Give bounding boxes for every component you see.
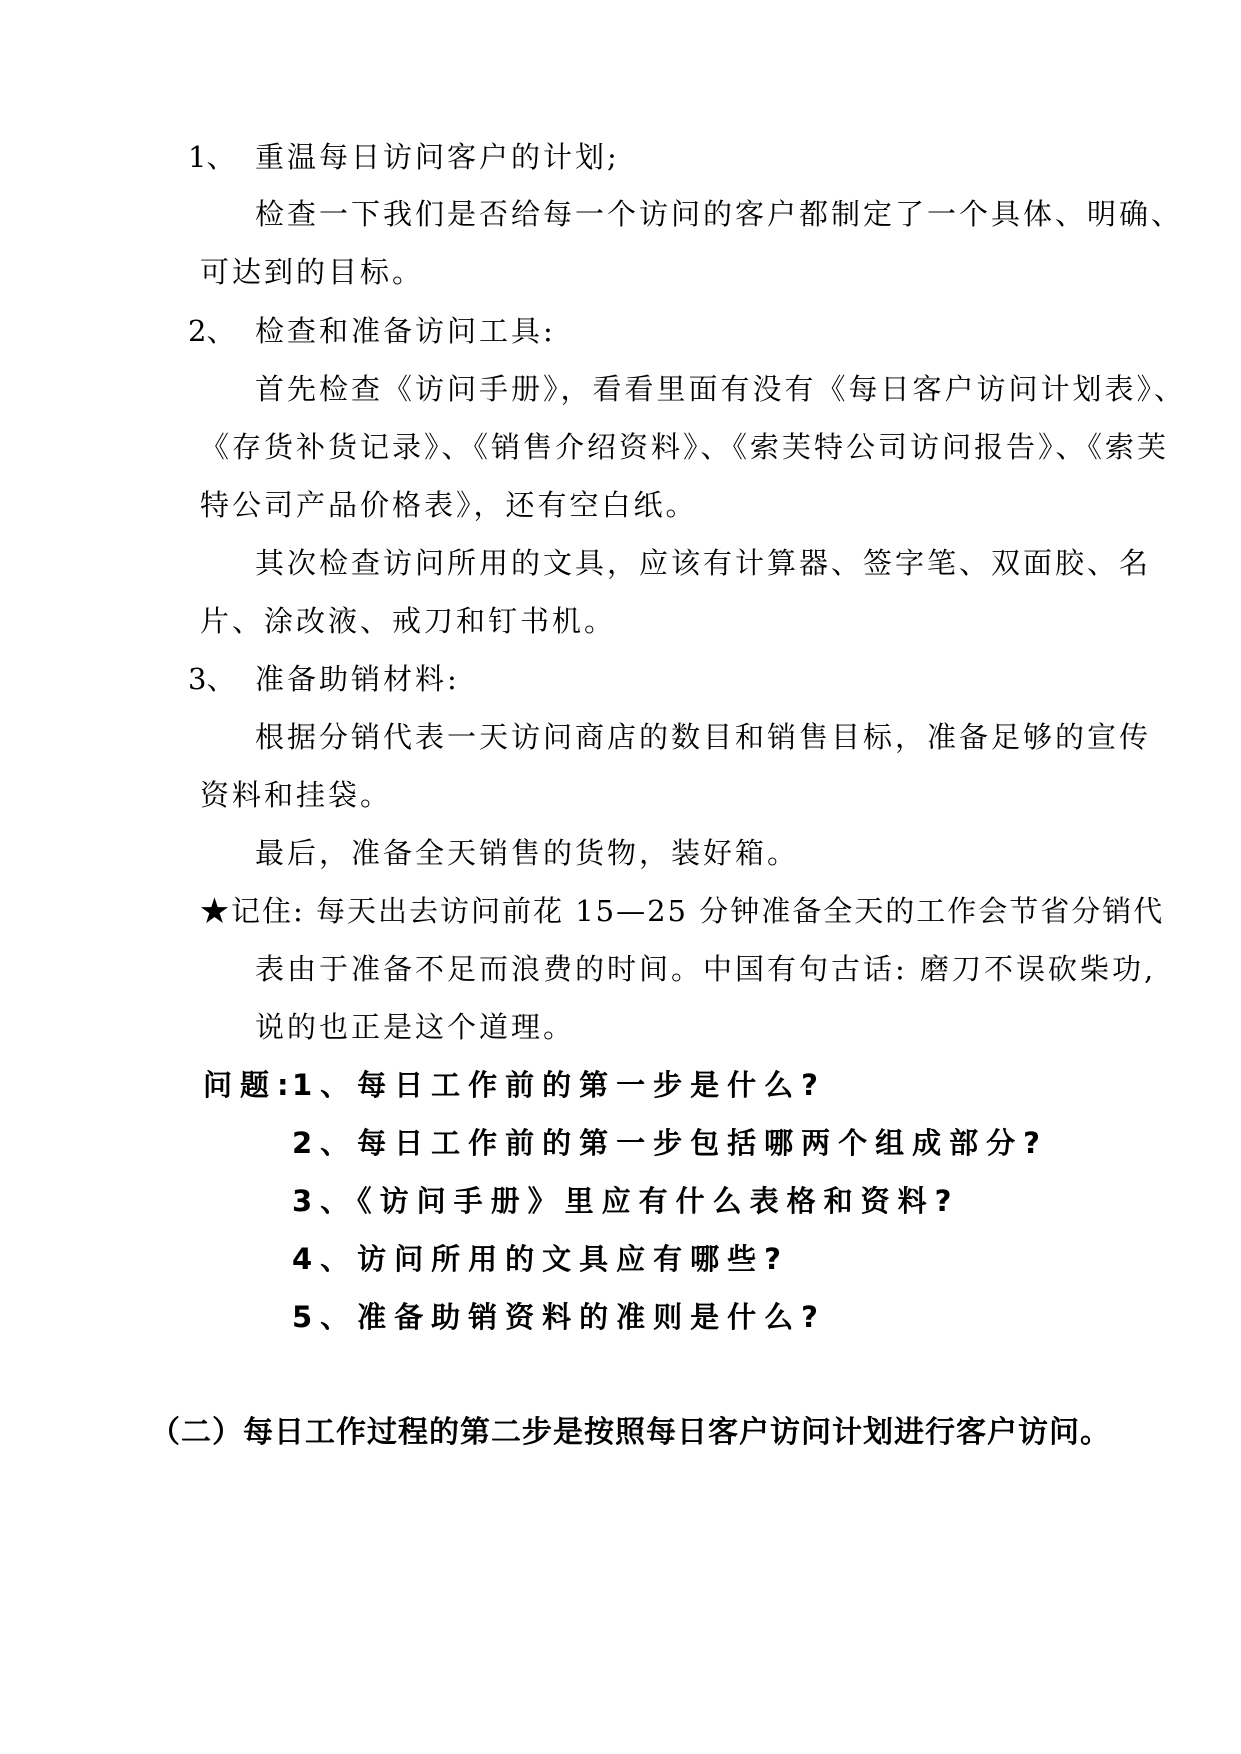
- paragraph-line: 特公司产品价格表》，还有空白纸。: [200, 488, 698, 522]
- item-number: 3、: [188, 662, 236, 696]
- question-item: 3、《访问手册》里应有什么表格和资料?: [292, 1184, 960, 1218]
- reminder-line: 说的也正是这个道理。: [255, 1010, 576, 1044]
- item-number: 2、: [188, 314, 236, 348]
- section-heading: （二）每日工作过程的第二步是按照每日客户访问计划进行客户访问。: [150, 1415, 1111, 1450]
- paragraph-line: 其次检查访问所用的文具，应该有计算器、签字笔、双面胶、名: [255, 546, 1152, 580]
- item-heading: 重温每日访问客户的计划;: [255, 140, 620, 174]
- question-item: 4、访问所用的文具应有哪些?: [292, 1242, 790, 1276]
- question-item: 2、每日工作前的第一步包括哪两个组成部分?: [292, 1126, 1049, 1160]
- reminder-line: 表由于准备不足而浪费的时间。中国有句古话: 磨刀不误砍柴功,: [255, 952, 1157, 986]
- questions-label: 问题:: [203, 1068, 297, 1102]
- paragraph-line: 可达到的目标。: [200, 255, 425, 289]
- paragraph-line: 片、涂改液、戒刀和钉书机。: [200, 604, 617, 638]
- question-item: 1、每日工作前的第一步是什么?: [292, 1068, 827, 1102]
- paragraph-line: 首先检查《访问手册》，看看里面有没有《每日客户访问计划表》、: [255, 372, 1187, 406]
- item-heading: 准备助销材料:: [255, 662, 460, 696]
- paragraph-line: 检查一下我们是否给每一个访问的客户都制定了一个具体、明确、: [255, 197, 1184, 231]
- item-heading: 检查和准备访问工具:: [255, 314, 556, 348]
- item-number: 1、: [188, 140, 236, 174]
- paragraph-line: 资料和挂袋。: [200, 778, 393, 812]
- question-item: 5、准备助销资料的准则是什么?: [292, 1300, 827, 1334]
- paragraph-line: 根据分销代表一天访问商店的数目和销售目标，准备足够的宣传: [255, 720, 1152, 754]
- paragraph-line: 《存货补货记录》、《销售介绍资料》、《索芙特公司访问报告》、《索芙: [200, 430, 1170, 464]
- paragraph-line: 最后，准备全天销售的货物，装好箱。: [255, 836, 800, 870]
- reminder-line: ★记住: 每天出去访问前花 15—25 分钟准备全天的工作会节省分销代: [200, 894, 1165, 928]
